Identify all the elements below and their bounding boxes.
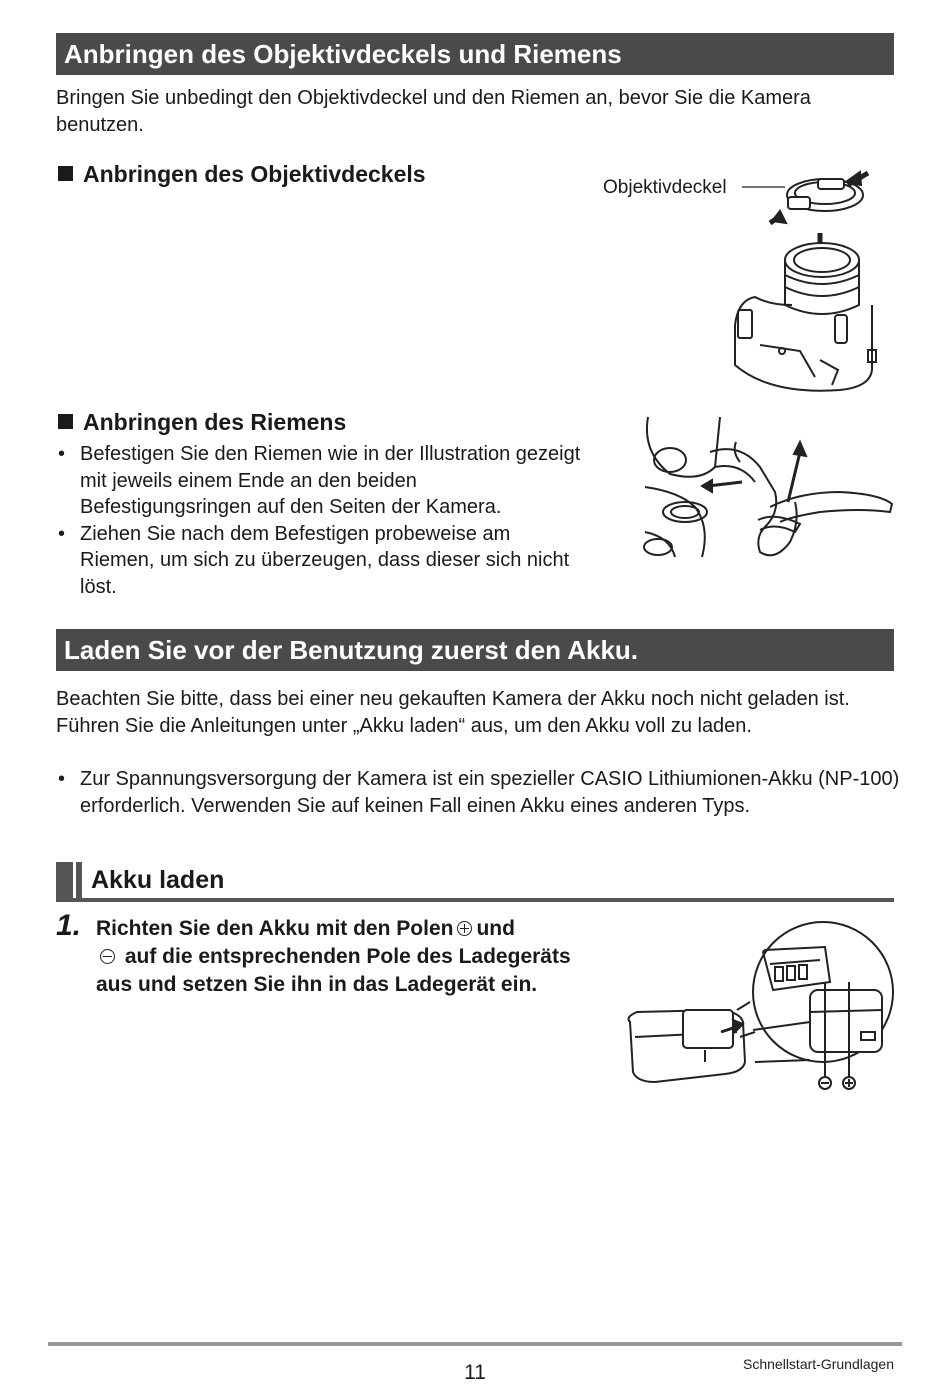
lens-cap-heading-text: Anbringen des Objektivdeckels [83,161,426,187]
section-title-charge-battery: Laden Sie vor der Benutzung zuerst den Akku. [56,629,894,671]
heading-marker [76,862,82,898]
minus-pole-icon [100,949,115,964]
strap-instructions [56,441,586,600]
list-item: • Ziehen Sie nach dem Befestigen probeweise am Riemen, um sich zu überzeugen, dass dieser sich nicht löst. [56,521,586,601]
akku-laden-heading-text: Akku laden [91,866,225,894]
akku-laden-heading [56,862,894,902]
lens-cap-heading [58,160,426,188]
strap-illustration [640,412,895,572]
section1-intro: Bringen Sie unbedingt den Objektivdeckel und den Riemen an, bevor Sie die Kamera benutzen. [56,87,811,136]
charger-illustration [625,922,895,1094]
battery-note [56,766,901,819]
step-number: 1. [56,909,82,942]
strap-heading [58,408,346,436]
section2-intro: Beachten Sie bitte, dass bei einer neu gekauften Kamera der Akku noch nicht geladen ist. Führen Sie die Anleitungen unter „Akku laden“ aus, um den Akku voll zu laden. [56,688,850,737]
footer-divider [48,1342,902,1346]
footer-section-label: Schnellstart-Grundlagen [743,1356,894,1372]
strap-heading-text: Anbringen des Riemens [83,409,347,435]
heading-marker [56,862,73,898]
lens-cap-callout-label: Objektivdeckel [603,177,727,198]
step-text-part3: auf die entsprechenden Pole des Ladegeräts aus und setzen Sie ihn in das Ladegerät ein. [96,945,571,996]
heading-underline [56,898,894,902]
section-title-lens-cap-strap: Anbringen des Objektivdeckels und Riemens [56,33,894,75]
plus-pole-icon [457,921,472,936]
square-bullet-icon [58,414,73,429]
square-bullet-icon [58,166,73,181]
lens-cap-illustration [720,165,880,400]
step-text-part1: Richten Sie den Akku mit den Polen [96,917,454,940]
list-item: • Befestigen Sie den Riemen wie in der Illustration gezeigt mit jeweils einem Ende an den beiden Befestigungsringen auf den Seiten der Kamera. [56,441,586,521]
list-item: • Zur Spannungsversorgung der Kamera ist ein spezieller CASIO Lithiumionen-Akku (NP-100) erforderlich. Verwenden Sie auf keinen Fall einen Akku eines anderen Typs. [56,766,901,819]
page-number: 11 [464,1361,486,1384]
step-text-part2: und [476,917,515,940]
step-instruction [96,915,596,999]
